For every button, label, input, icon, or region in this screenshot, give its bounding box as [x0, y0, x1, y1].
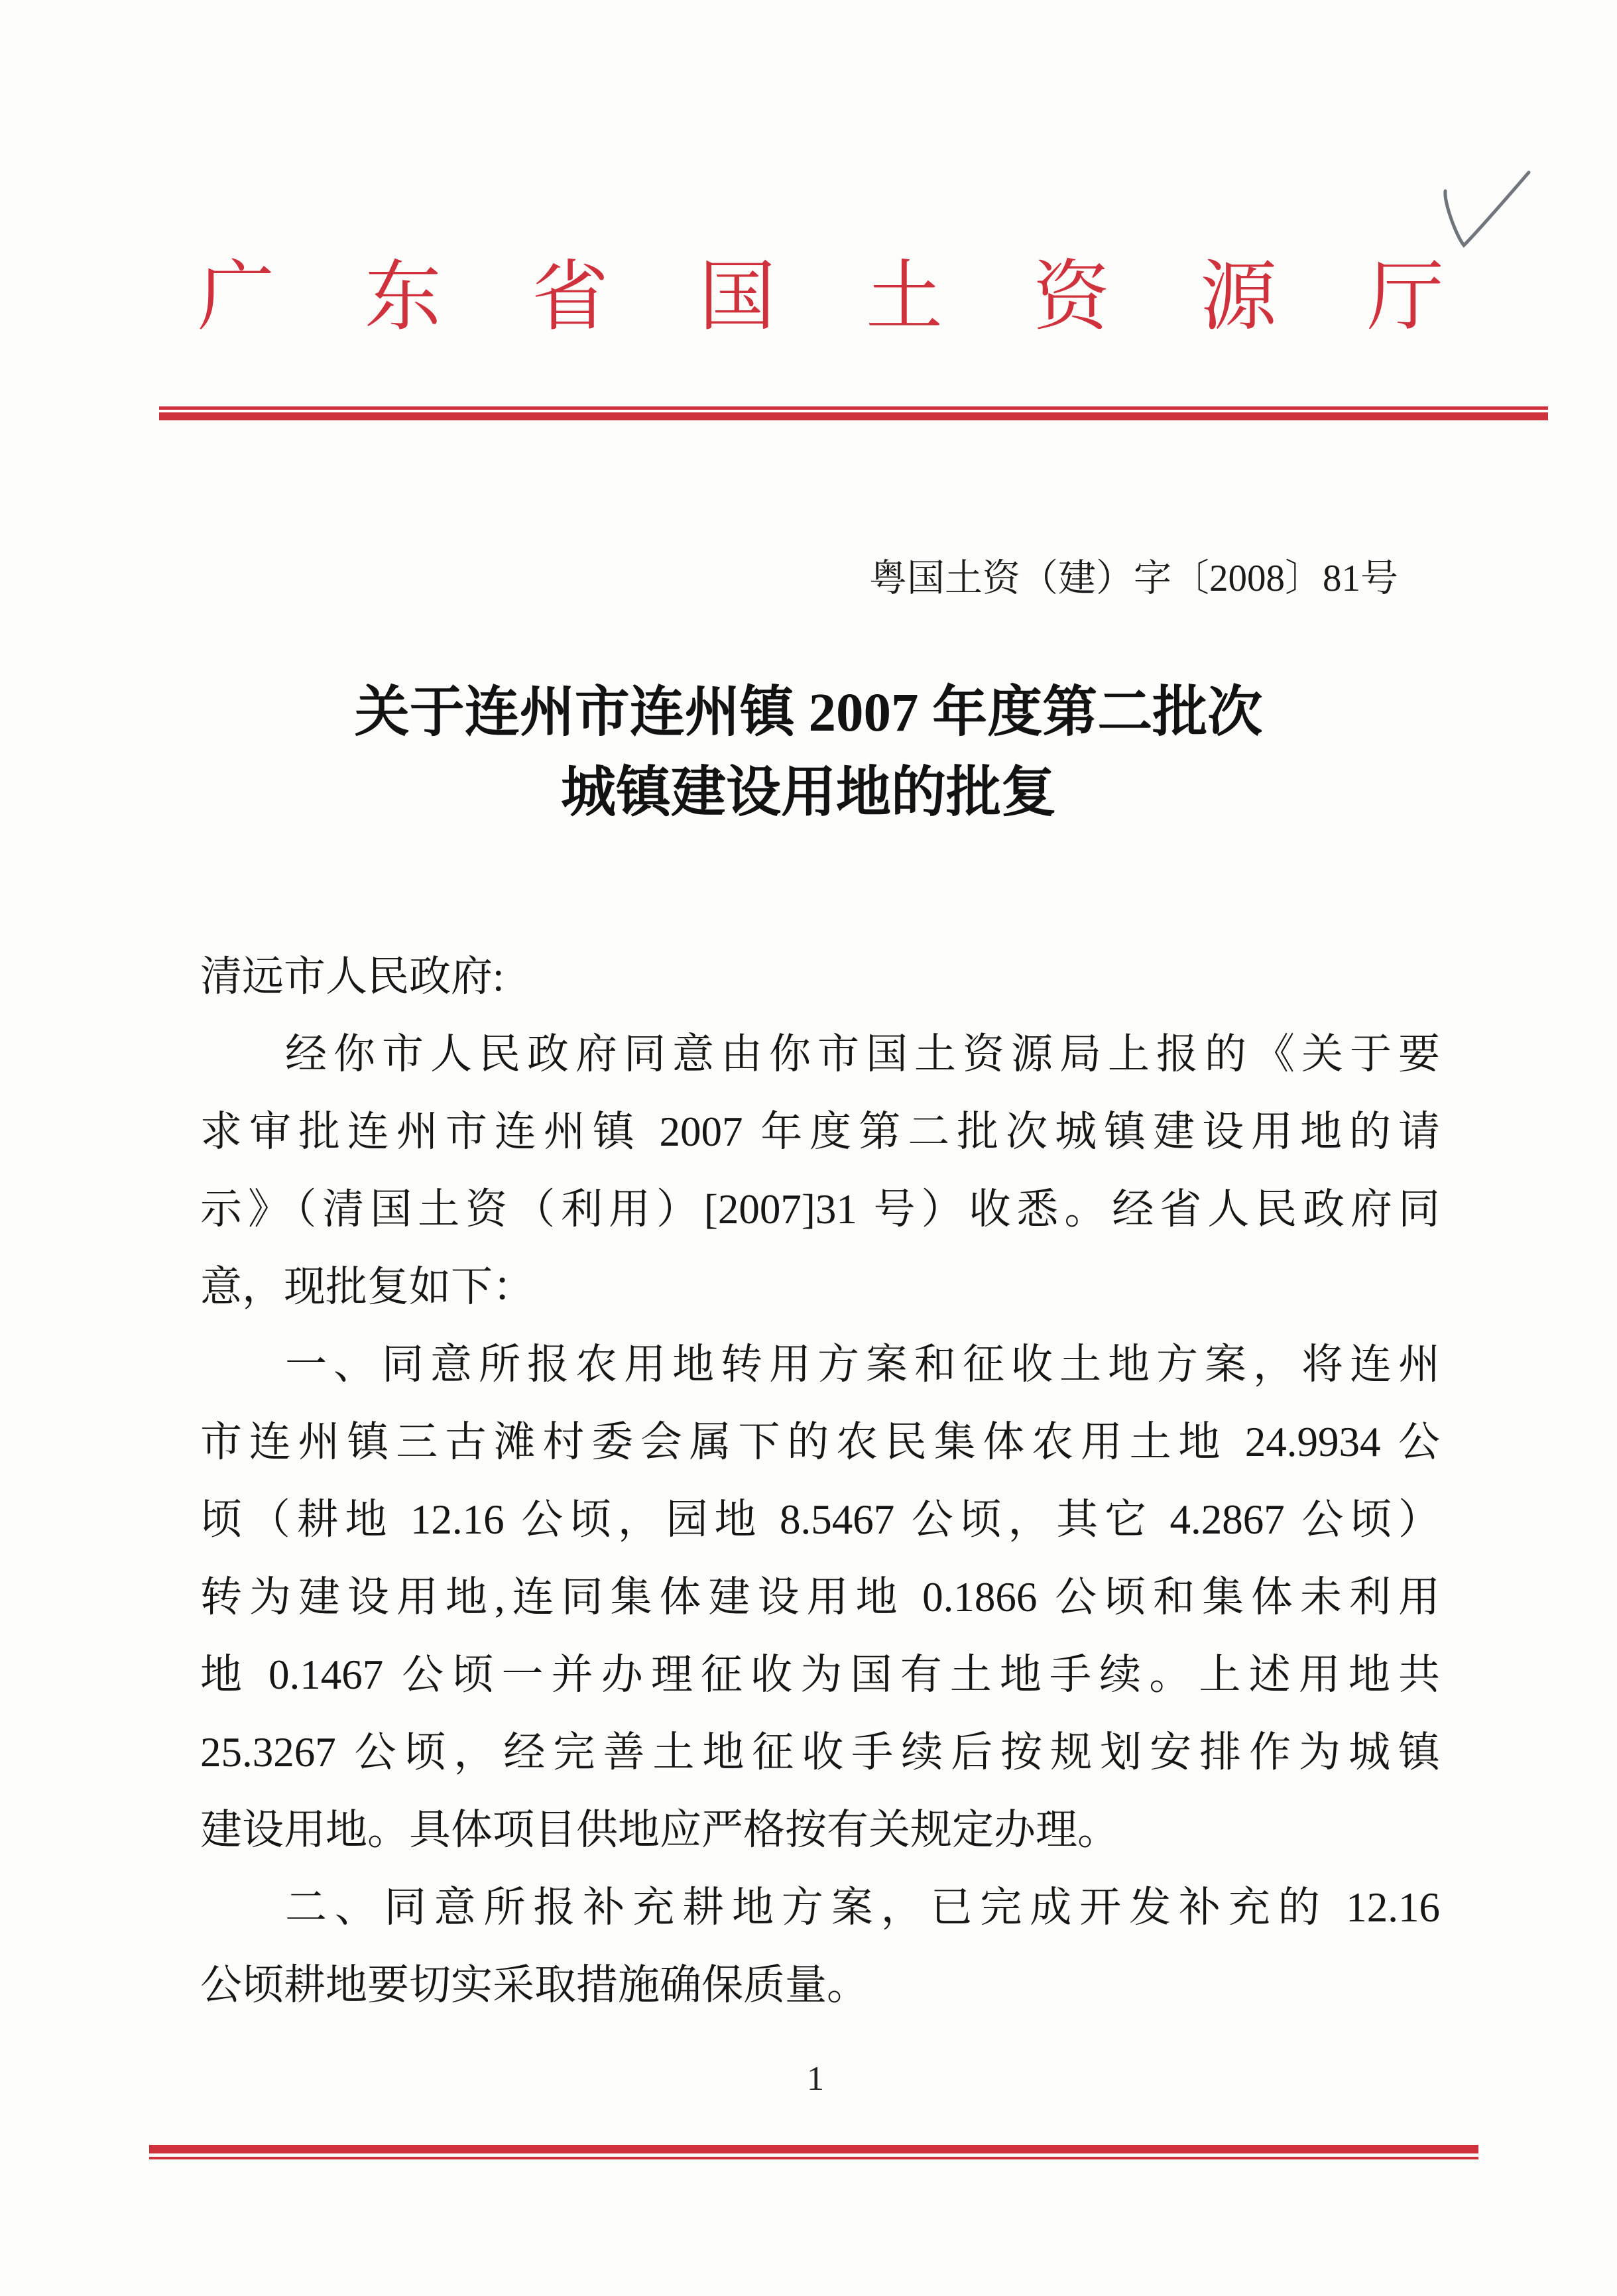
agency-letterhead: 广东省国土资源厅 [198, 255, 1534, 340]
header-rule-thick-line [159, 412, 1548, 420]
body-line: 经你市人民政府同意由你市国土资源局上报的《关于要 [285, 1031, 1440, 1077]
body-line: 二、同意所报补充耕地方案，已完成开发补充的 12.16 [285, 1884, 1440, 1931]
document-title-line-2: 城镇建设用地的批复 [561, 762, 1056, 823]
body-line: 地 0.1467 公顷一并办理征收为国有土地手续。上述用地共 [200, 1652, 1440, 1698]
body-line: 一、同意所报农用地转用方案和征收土地方案，将连州 [285, 1341, 1440, 1388]
document-number: 粤国土资（建）字〔2008〕81号 [869, 558, 1398, 599]
handwritten-checkmark [1431, 166, 1537, 257]
body-line: 转为建设用地,连同集体建设用地 0.1866 公顷和集体未利用 [200, 1574, 1440, 1620]
document-title [0, 672, 1617, 833]
header-divider-rule [159, 406, 1548, 420]
document-body [200, 938, 1440, 2024]
body-line: 顷（耕地 12.16 公顷，园地 8.5467 公顷，其它 4.2867 公顷） [200, 1496, 1440, 1543]
footer-rule-thin-line [149, 2157, 1478, 2159]
body-line: 意，现批复如下： [200, 1264, 534, 1310]
body-line: 求审批连州市连州镇 2007 年度第二批次城镇建设用地的请 [200, 1109, 1440, 1155]
footer-rule-thick-line [149, 2145, 1478, 2153]
body-line: 公顷耕地要切实采取措施确保质量。 [200, 1962, 868, 2008]
body-line: 25.3267 公顷，经完善土地征收手续后按规划安排作为城镇 [200, 1729, 1440, 1776]
page-number: 1 [807, 2060, 824, 2098]
body-line: 清远市人民政府: [200, 953, 505, 1000]
body-line: 建设用地。具体项目供地应严格按有关规定办理。 [200, 1807, 1119, 1853]
footer-divider-rule [149, 2145, 1478, 2159]
document-title-line-1: 关于连州市连州镇 2007 年度第二批次 [354, 682, 1263, 743]
body-line: 示》（清国土资（利用）[2007]31 号）收悉。经省人民政府同 [200, 1186, 1440, 1233]
body-line: 市连州镇三古滩村委会属下的农民集体农用土地 24.9934 公 [200, 1419, 1440, 1465]
